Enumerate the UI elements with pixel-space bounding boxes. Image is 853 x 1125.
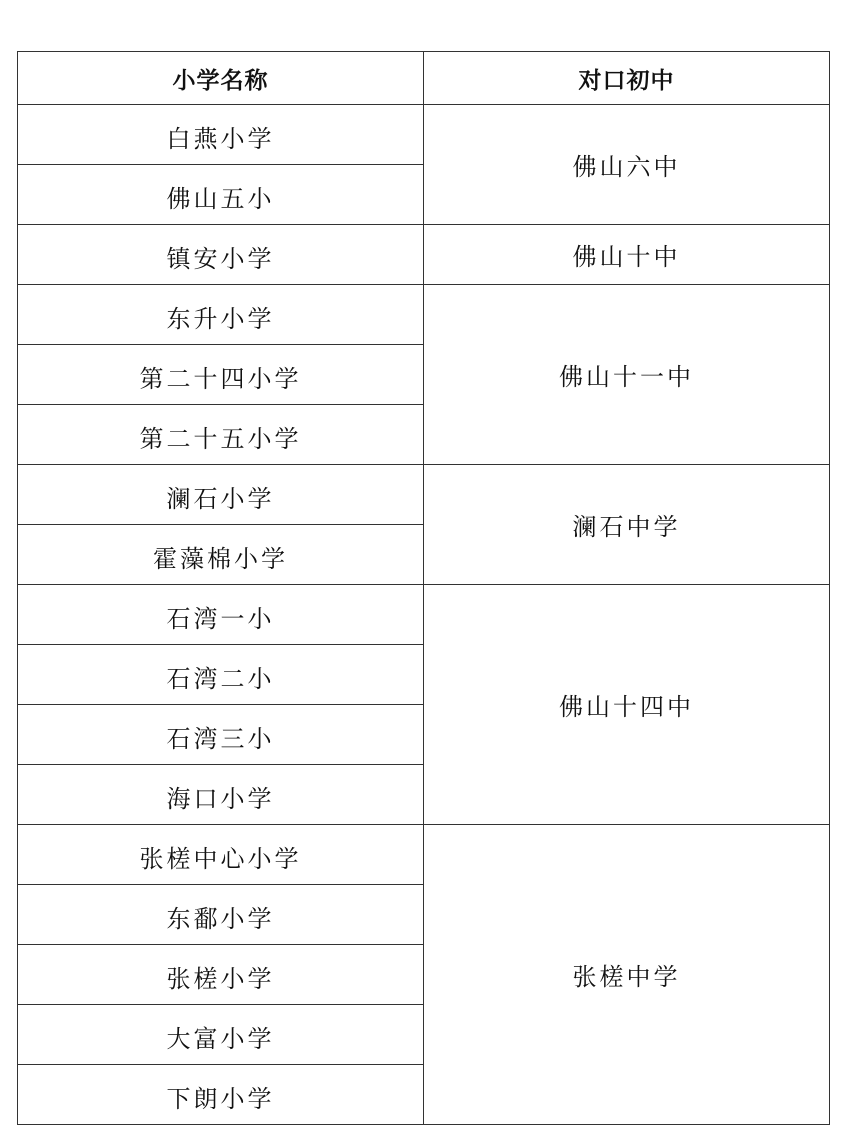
primary-school-cell: 东升小学 xyxy=(18,285,424,345)
primary-school-cell: 石湾一小 xyxy=(18,585,424,645)
table-row xyxy=(18,285,830,345)
primary-school-cell: 第二十四小学 xyxy=(18,345,424,405)
primary-school-cell: 镇安小学 xyxy=(18,225,424,285)
table-row xyxy=(18,825,830,885)
primary-school-cell: 澜石小学 xyxy=(18,465,424,525)
table-row xyxy=(18,225,830,285)
middle-school-cell: 张槎中学 xyxy=(424,825,830,1125)
middle-school-cell: 佛山十中 xyxy=(424,225,830,285)
primary-school-cell: 张槎小学 xyxy=(18,945,424,1005)
middle-school-cell: 澜石中学 xyxy=(424,465,830,585)
primary-school-cell: 白燕小学 xyxy=(18,105,424,165)
header-primary-school: 小学名称 xyxy=(18,52,424,105)
middle-school-cell: 佛山十四中 xyxy=(424,585,830,825)
primary-school-cell: 大富小学 xyxy=(18,1005,424,1065)
primary-school-cell: 第二十五小学 xyxy=(18,405,424,465)
header-row xyxy=(18,52,830,105)
school-mapping-table xyxy=(17,51,830,1125)
primary-school-cell: 石湾二小 xyxy=(18,645,424,705)
primary-school-cell: 东鄱小学 xyxy=(18,885,424,945)
header-middle-school: 对口初中 xyxy=(424,52,830,105)
table-row xyxy=(18,585,830,645)
primary-school-cell: 张槎中心小学 xyxy=(18,825,424,885)
table-row xyxy=(18,105,830,165)
middle-school-cell: 佛山十一中 xyxy=(424,285,830,465)
table-body xyxy=(18,105,830,1125)
primary-school-cell: 石湾三小 xyxy=(18,705,424,765)
middle-school-cell: 佛山六中 xyxy=(424,105,830,225)
primary-school-cell: 下朗小学 xyxy=(18,1065,424,1125)
primary-school-cell: 海口小学 xyxy=(18,765,424,825)
primary-school-cell: 佛山五小 xyxy=(18,165,424,225)
primary-school-cell: 霍藻棉小学 xyxy=(18,525,424,585)
table-row xyxy=(18,465,830,525)
table-header xyxy=(18,52,830,105)
